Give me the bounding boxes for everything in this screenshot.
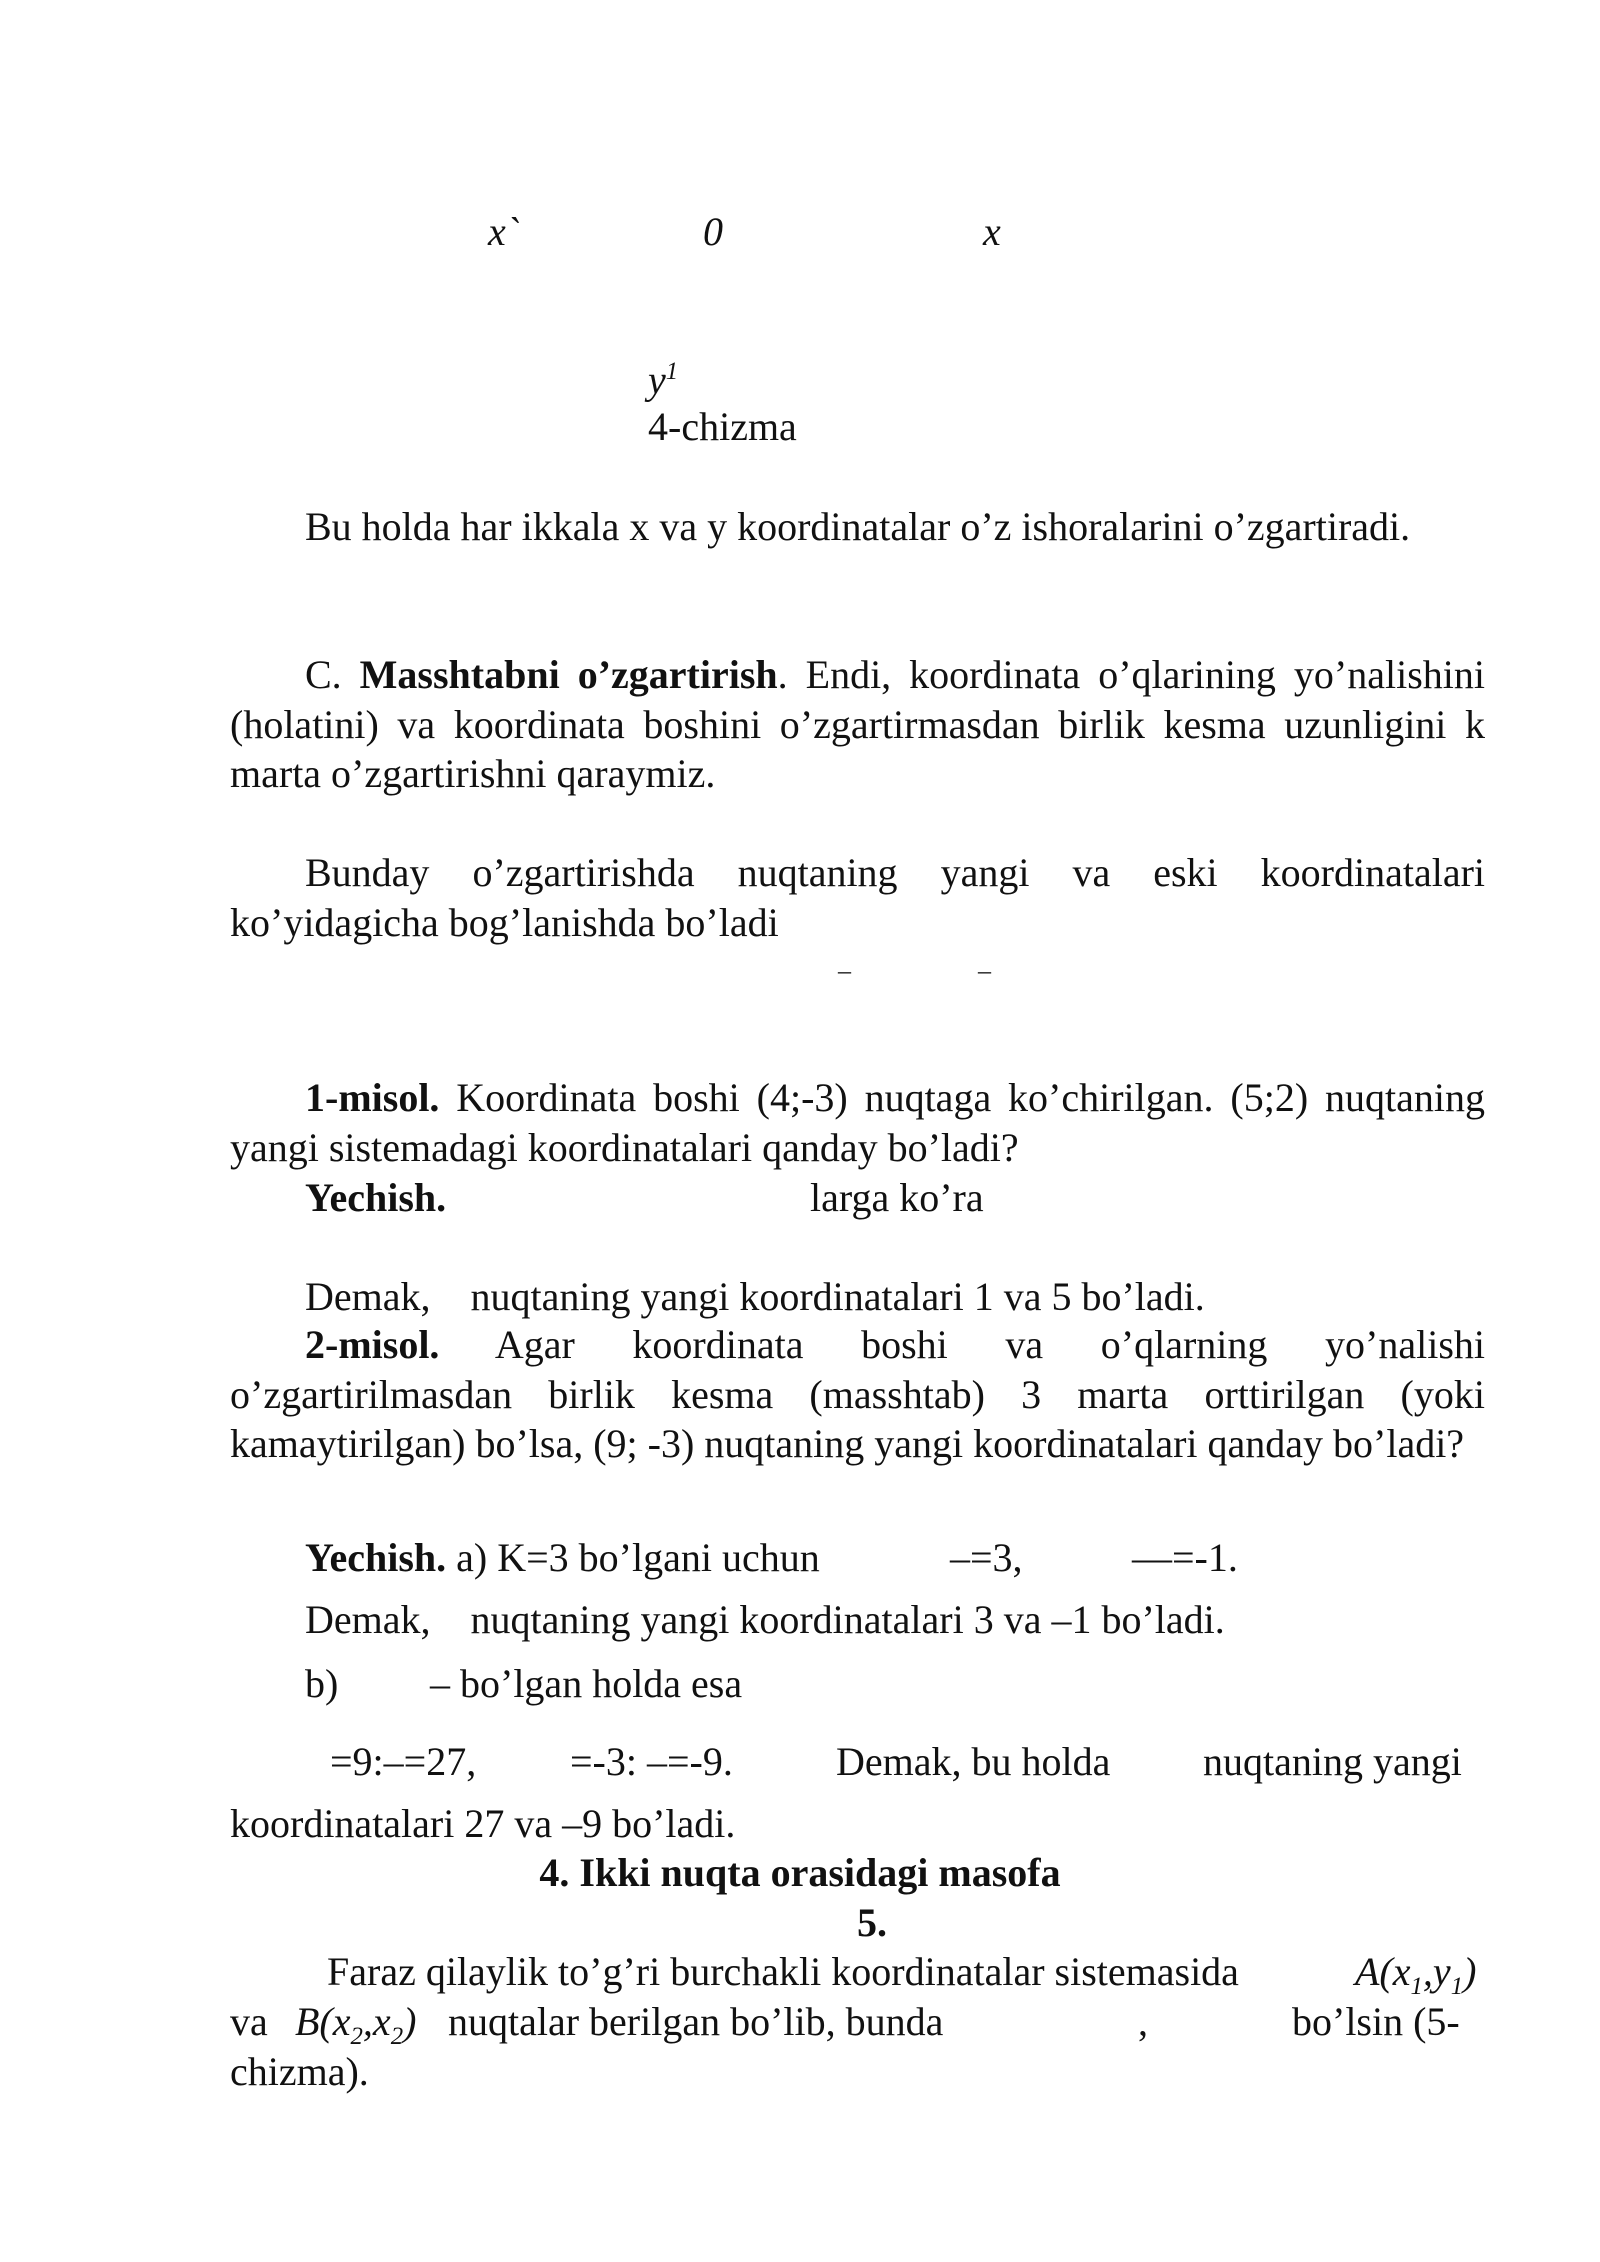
final-paragraph-line2: nuqtalar berilgan bo’lib, bunda [448, 1999, 944, 2044]
axis-label-y-bottom: $y^1$ [648, 357, 679, 403]
paragraph-relation: Bunday o’zgartirishda nuqtaning yangi va eski koordinatalari ko’yidagicha bog’lanishda bo’ladi [230, 850, 1485, 945]
example2-formula-b1: =9:–=27, [330, 1739, 477, 1784]
point-a: $A(x_1,y_1)$ [1355, 1949, 1477, 2000]
final-paragraph-line3: chizma). [230, 2049, 369, 2094]
section-c-paragraph: C. Masshtabni o’zgartirish. Endi, koordinata o’qlarining yo’nalishini (holatini) va koordinata boshini o’zgartirmasdan birlik kesma uzunligini k marta o’zgartirishni qaraymiz. [230, 652, 1486, 796]
figure-caption: 4-chizma [648, 404, 797, 449]
formula-dash-left: – [838, 956, 851, 985]
example2-formula-b2: =-3: –=-9. [570, 1739, 733, 1784]
section-c-title: Masshtabni o’zgartirish [359, 652, 778, 697]
formula-dash-right: – [978, 956, 991, 985]
section-heading: 4. Ikki nuqta orasidagi masofa [539, 1850, 1061, 1895]
axis-label-x-right: x [983, 209, 1001, 254]
final-paragraph-tail: bo’lsin (5- [1292, 1999, 1460, 2044]
final-paragraph-va: va [230, 1999, 268, 2044]
final-paragraph-line1: Faraz qilaylik to’g’ri burchakli koordinatalar sistemasida [327, 1949, 1239, 1994]
example2-b-tail: nuqtaning yangi [1203, 1739, 1462, 1784]
example2-formula-a2: —=-1. [1132, 1535, 1238, 1580]
example2-b-label: b) [305, 1661, 339, 1706]
example1-solution-label: Yechish. [305, 1175, 447, 1220]
section-number: 5. [857, 1900, 887, 1945]
example2-conclusion-a: Demak, nuqtaning yangi koordinatalari 3 va –1 bo’ladi. [305, 1597, 1225, 1642]
example2-formula-a1: –=3, [950, 1535, 1023, 1580]
point-b: $B(x_2,x_2)$ [295, 1999, 417, 2050]
example1-statement: 1-misol. Koordinata boshi (4;-3) nuqtaga ko’chirilgan. (5;2) nuqtaning yangi sistemadagi koordinatalari qanday bo’ladi? [230, 1075, 1485, 1170]
example1-conclusion: Demak, nuqtaning yangi koordinatalari 1 va 5 bo’ladi. [305, 1274, 1205, 1319]
example2-b-line2: koordinatalari 27 va –9 bo’ladi. [230, 1801, 736, 1846]
example2-b-demak: Demak, bu holda [836, 1739, 1111, 1784]
axis-label-origin: 0 [703, 209, 723, 254]
example2-b-text: – bo’lgan holda esa [430, 1661, 743, 1706]
example1-solution-text: larga ko’ra [810, 1175, 984, 1220]
paragraph-sign-change: Bu holda har ikkala x va y koordinatalar o’z ishoralarini o’zgartiradi. [305, 504, 1411, 549]
example2-statement: 2-misol. Agar koordinata boshi va o’qlarning yo’nalishi o’zgartirilmasdan birlik kesma (masshtab) 3 marta orttirilgan (yoki kamaytirilgan) bo’lsa, (9; -3) nuqtaning yangi koordinatalari qanday bo’ladi? [230, 1322, 1485, 1466]
axis-label-x-left: x` [488, 209, 520, 254]
final-paragraph-comma: , [1138, 1999, 1148, 2044]
example2-solution-a: Yechish. a) K=3 bo’lgani uchun [305, 1535, 820, 1580]
